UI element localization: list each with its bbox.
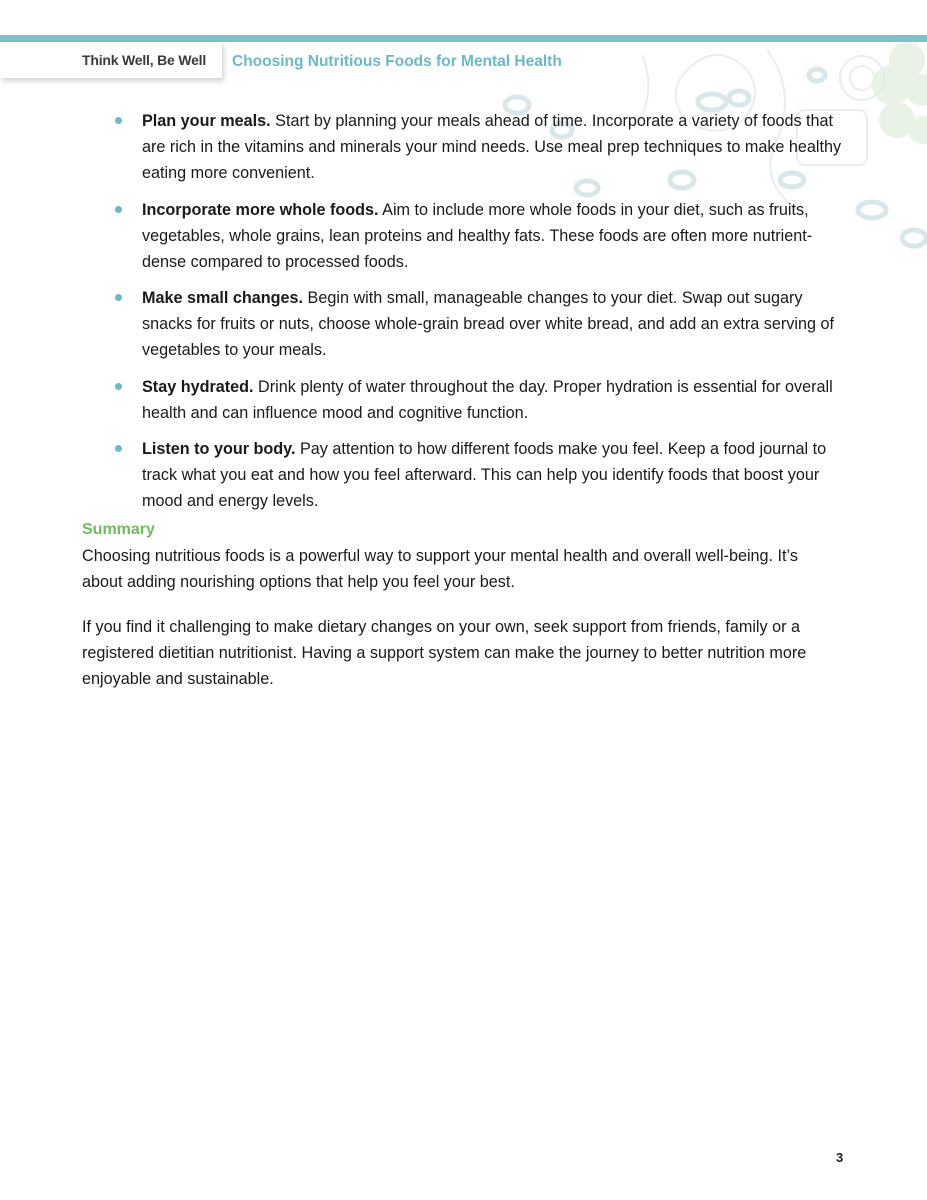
tip-lead: Make small changes. xyxy=(142,289,304,307)
bullet-icon xyxy=(115,206,122,213)
list-item xyxy=(82,436,842,514)
page-number: 3 xyxy=(836,1150,844,1165)
tip-lead: Incorporate more whole foods. xyxy=(142,200,379,219)
header-accent-bar xyxy=(0,35,927,42)
list-item xyxy=(82,374,842,426)
list-item xyxy=(82,108,842,186)
tip-text: Aim to include more whole foods in your diet, such as fruits, vegetables, whole grains, lean proteins and healthy fats. These foods are often more nutrient-dense compared to processed foods. xyxy=(142,200,813,271)
summary-heading: Summary xyxy=(82,520,155,538)
bullet-icon xyxy=(115,445,122,452)
bullet-icon xyxy=(115,383,122,390)
summary-paragraph: If you find it challenging to make dietary changes on your own, seek support from friends, family or a registered dietitian nutritionist. Having a support system can make the journey to better nutrition more enjoyable and sustainable. xyxy=(82,617,807,688)
tip-lead: Listen to your body. xyxy=(142,440,296,458)
summary-paragraph: Choosing nutritious foods is a powerful way to support your mental health and overall well-being. It’s about adding nourishing options that help you feel your best. xyxy=(82,546,798,591)
bullet-icon xyxy=(115,294,122,301)
tip-text: Start by planning your meals ahead of time. Incorporate a variety of foods that are rich in the vitamins and minerals your mind needs. Use meal prep techniques to make healthy eating more convenient. xyxy=(142,112,842,182)
bullet-icon xyxy=(115,117,122,124)
document-title: Choosing Nutritious Foods for Mental Health xyxy=(232,53,562,70)
tip-text: Begin with small, manageable changes to your diet. Swap out sugary snacks for fruits or nuts, choose whole-grain bread over white bread, and add an extra serving of vegetables to your meals. xyxy=(142,289,834,359)
tip-text: Pay attention to how different foods make you feel. Keep a food journal to track what you eat and how you feel afterward. This can help you identify foods that boost your mood and energy levels. xyxy=(142,440,827,510)
tips-list xyxy=(82,108,842,514)
list-item xyxy=(82,197,842,275)
tip-lead: Stay hydrated. xyxy=(142,377,254,396)
brand-name: Think Well, Be Well xyxy=(82,52,207,68)
tip-lead: Plan your meals. xyxy=(142,112,271,130)
main-content xyxy=(82,108,842,711)
list-item xyxy=(82,285,842,363)
tip-text: Drink plenty of water throughout the day. Proper hydration is essential for overall health and can influence mood and cognitive function. xyxy=(142,377,833,422)
